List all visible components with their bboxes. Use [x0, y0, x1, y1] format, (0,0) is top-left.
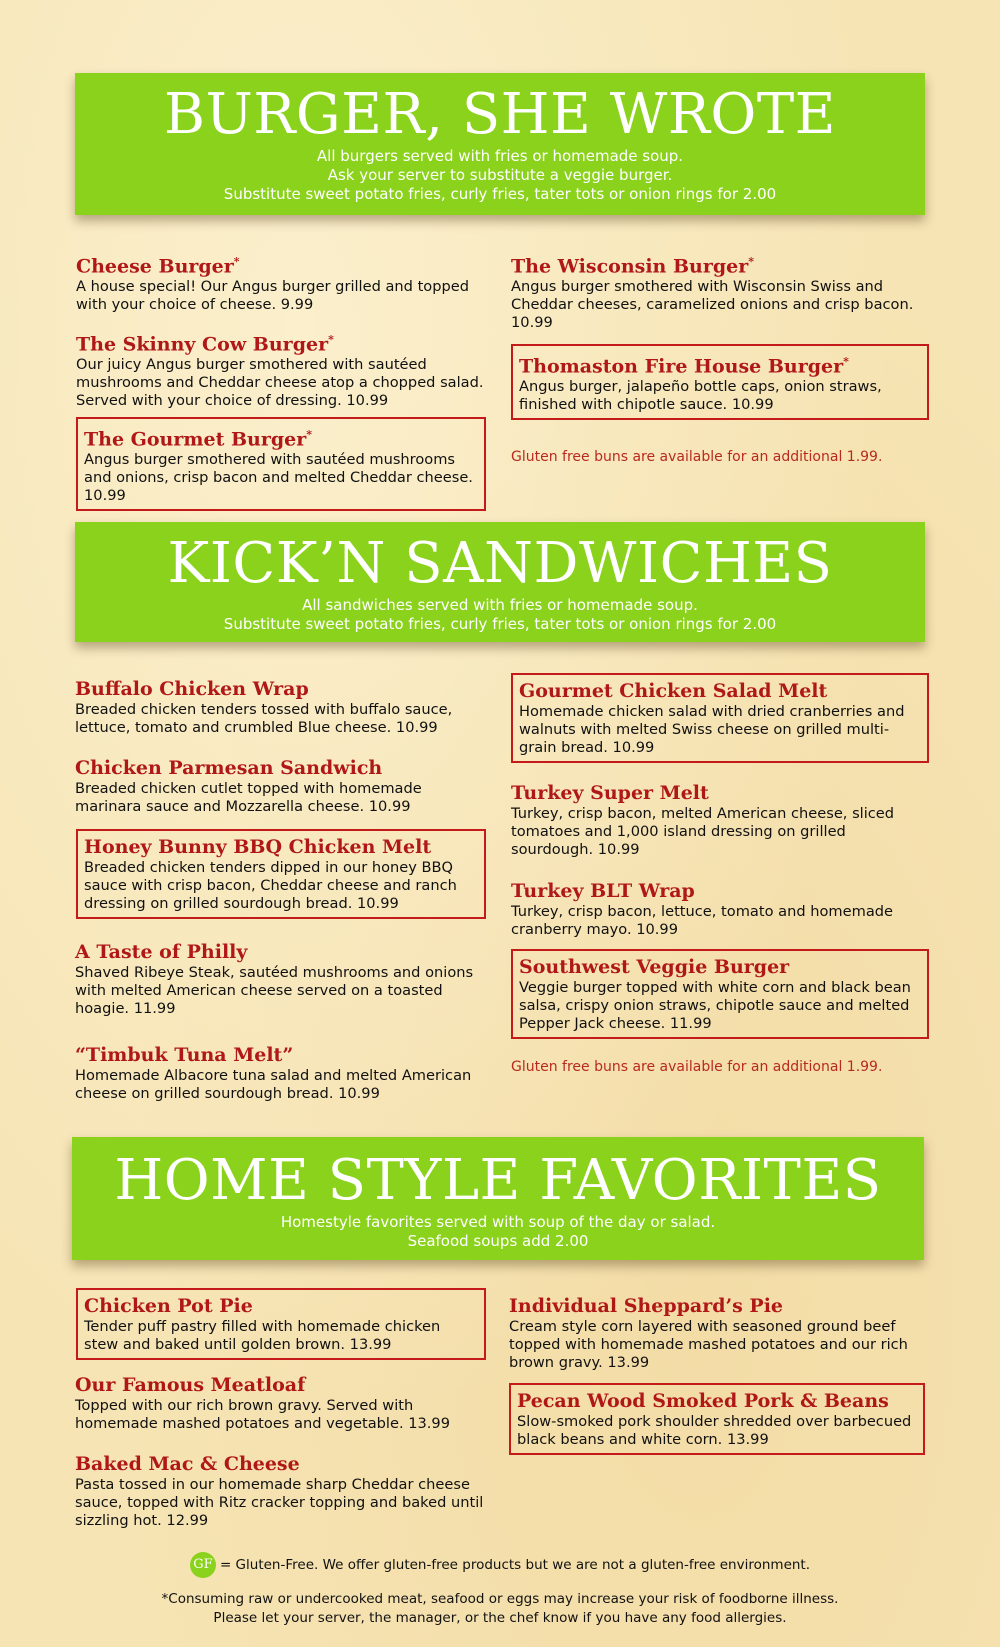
item-description: Turkey, crisp bacon, lettuce, tomato and homemade cranberry mayo. 10.99 [511, 903, 894, 938]
item-description: Angus burger smothered with Wisconsin Swiss and Cheddar cheeses, caramelized onions and crisp bacon. 10.99 [511, 278, 914, 332]
item-name: Chicken Pot Pie [84, 1295, 253, 1317]
item-description: Slow-smoked pork shoulder shredded over barbecued black beans and white corn. 13.99 [517, 1413, 912, 1448]
item-name: Chicken Parmesan Sandwich [75, 757, 383, 779]
item-name: A Taste of Philly [75, 941, 248, 963]
food-warning [0, 1590, 1000, 1628]
item-name: The Gourmet Burger [84, 428, 307, 451]
raw-warning-mark: * [328, 333, 334, 346]
menu-item-timbuk-tuna-melt [75, 1043, 485, 1103]
item-name: Our Famous Meatloaf [75, 1374, 306, 1396]
menu-item-buffalo-chicken-wrap [75, 677, 485, 737]
item-description: Angus burger, jalapeño bottle caps, onion straws, finished with chipotle sauce. 10.99 [519, 378, 882, 414]
raw-warning-mark: * [843, 355, 849, 368]
menu-item-chicken-pot-pie [76, 1288, 486, 1360]
item-name: The Wisconsin Burger [511, 255, 749, 278]
item-name: Buffalo Chicken Wrap [75, 678, 309, 700]
section-subtitle: All burgers served with fries or homemade soup. [316, 147, 684, 165]
menu-item-thomaston-fire-house-burger [511, 344, 929, 420]
menu-item-sheppards-pie [509, 1294, 929, 1372]
item-description: Topped with our rich brown gravy. Served with homemade mashed potatoes and vegetable. 13.99 [75, 1397, 451, 1432]
gluten-free-note: Gluten free buns are available for an additional 1.99. [511, 1059, 883, 1075]
raw-warning-mark: * [233, 255, 240, 268]
item-description: Turkey, crisp bacon, melted American cheese, sliced tomatoes and 1,000 island dressing on grilled sourdough. 10.99 [511, 805, 895, 858]
homestyle-section-banner [72, 1137, 924, 1260]
allergy-notice-line: Please let your server, the manager, or the chef know if you have any food allergies. [213, 1610, 787, 1626]
section-title: BURGER, SHE WROTE [163, 82, 837, 147]
menu-item-taste-of-philly [75, 940, 485, 1018]
section-subtitle: Substitute sweet potato fries, curly fries, tater tots or onion rings for 2.00 [223, 615, 777, 633]
item-description: Homemade chicken salad with dried cranberries and walnuts with melted Swiss cheese on grilled multi-grain bread. 10.99 [519, 703, 905, 756]
menu-item-turkey-blt-wrap [511, 879, 921, 939]
gluten-free-icon: GF [190, 1552, 216, 1578]
menu-item-cheese-burger [76, 250, 486, 314]
item-name: Individual Sheppard’s Pie [509, 1295, 784, 1317]
menu-item-honey-bunny-bbq-chicken-melt [76, 829, 486, 919]
section-title: HOME STYLE FAVORITES [114, 1148, 882, 1213]
menu-item-gourmet-chicken-salad-melt [511, 673, 929, 763]
section-subtitle: All sandwiches served with fries or homemade soup. [302, 596, 698, 614]
item-description: Our juicy Angus burger smothered with sautéed mushrooms and Cheddar cheese atop a chopped salad. Served with your choice of dressing. 10.99 [76, 356, 484, 410]
menu-item-pecan-wood-pork-beans [509, 1383, 925, 1455]
item-description: Cream style corn layered with seasoned ground beef topped with homemade mashed potatoes and our rich brown gravy. 13.99 [509, 1318, 908, 1371]
section-subtitle: Homestyle favorites served with soup of the day or salad. [280, 1213, 716, 1231]
item-description: Shaved Ribeye Steak, sautéed mushrooms and onions with melted American cheese served on a toasted hoagie. 11.99 [75, 964, 474, 1017]
menu-item-skinny-cow-burger [76, 328, 486, 410]
item-description: Breaded chicken tenders tossed with buffalo sauce, lettuce, tomato and crumbled Blue cheese. 10.99 [75, 701, 453, 736]
item-name: The Skinny Cow Burger [76, 333, 329, 356]
item-description: Veggie burger topped with white corn and black bean salsa, crispy onion straws, chipotle sauce and melted Pepper Jack cheese. 11.99 [519, 979, 911, 1032]
item-description: Breaded chicken cutlet topped with homemade marinara sauce and Mozzarella cheese. 10.99 [75, 780, 422, 815]
item-name: Pecan Wood Smoked Pork & Beans [517, 1390, 889, 1412]
section-subtitle: Seafood soups add 2.00 [407, 1232, 589, 1250]
item-name: Turkey Super Melt [511, 782, 709, 804]
item-description: A house special! Our Angus burger grilled and topped with your choice of cheese. 9.99 [76, 278, 470, 314]
section-title: KICK’N SANDWICHES [167, 531, 833, 596]
gluten-free-legend [0, 1552, 1000, 1578]
item-description: Tender puff pastry filled with homemade chicken stew and baked until golden brown. 13.99 [84, 1318, 441, 1353]
item-name: Southwest Veggie Burger [519, 956, 790, 978]
item-description: Pasta tossed in our homemade sharp Cheddar cheese sauce, topped with Ritz cracker topping and baked until sizzling hot. 12.99 [75, 1476, 484, 1529]
gluten-free-legend-text: = Gluten-Free. We offer gluten-free products but we are not a gluten-free environment. [219, 1557, 811, 1573]
sandwiches-section-banner [75, 522, 925, 642]
raw-warning-mark: * [306, 428, 312, 441]
item-description: Breaded chicken tenders dipped in our honey BBQ sauce with crisp bacon, Cheddar cheese and ranch dressing on grilled sourdough bread. 10.99 [84, 859, 457, 912]
menu-item-gourmet-burger [76, 417, 486, 511]
item-name: Thomaston Fire House Burger [519, 355, 844, 378]
item-name: Turkey BLT Wrap [511, 880, 695, 902]
item-name: Cheese Burger [76, 255, 234, 278]
food-warning-line: *Consuming raw or undercooked meat, seafood or eggs may increase your risk of foodborne illness. [161, 1591, 839, 1607]
menu-item-baked-mac-cheese [75, 1452, 485, 1530]
menu-item-famous-meatloaf [75, 1373, 485, 1433]
menu-item-chicken-parmesan-sandwich [75, 756, 485, 816]
item-name: “Timbuk Tuna Melt” [75, 1044, 294, 1066]
section-subtitle: Ask your server to substitute a veggie burger. [327, 166, 673, 184]
burger-section-banner [75, 73, 925, 215]
item-name: Honey Bunny BBQ Chicken Melt [84, 836, 432, 858]
item-description: Angus burger smothered with sautéed mushrooms and onions, crisp bacon and melted Cheddar cheese. 10.99 [84, 451, 473, 505]
gluten-free-note: Gluten free buns are available for an additional 1.99. [511, 449, 883, 465]
menu-item-wisconsin-burger [511, 250, 921, 332]
item-description: Homemade Albacore tuna salad and melted American cheese on grilled sourdough bread. 10.99 [75, 1067, 472, 1102]
section-subtitle: Substitute sweet potato fries, curly fries, tater tots or onion rings for 2.00 [223, 185, 777, 203]
item-name: Baked Mac & Cheese [75, 1453, 300, 1475]
menu-item-turkey-super-melt [511, 781, 921, 859]
item-name: Gourmet Chicken Salad Melt [519, 680, 828, 702]
menu-item-southwest-veggie-burger [511, 949, 929, 1039]
raw-warning-mark: * [748, 255, 755, 268]
